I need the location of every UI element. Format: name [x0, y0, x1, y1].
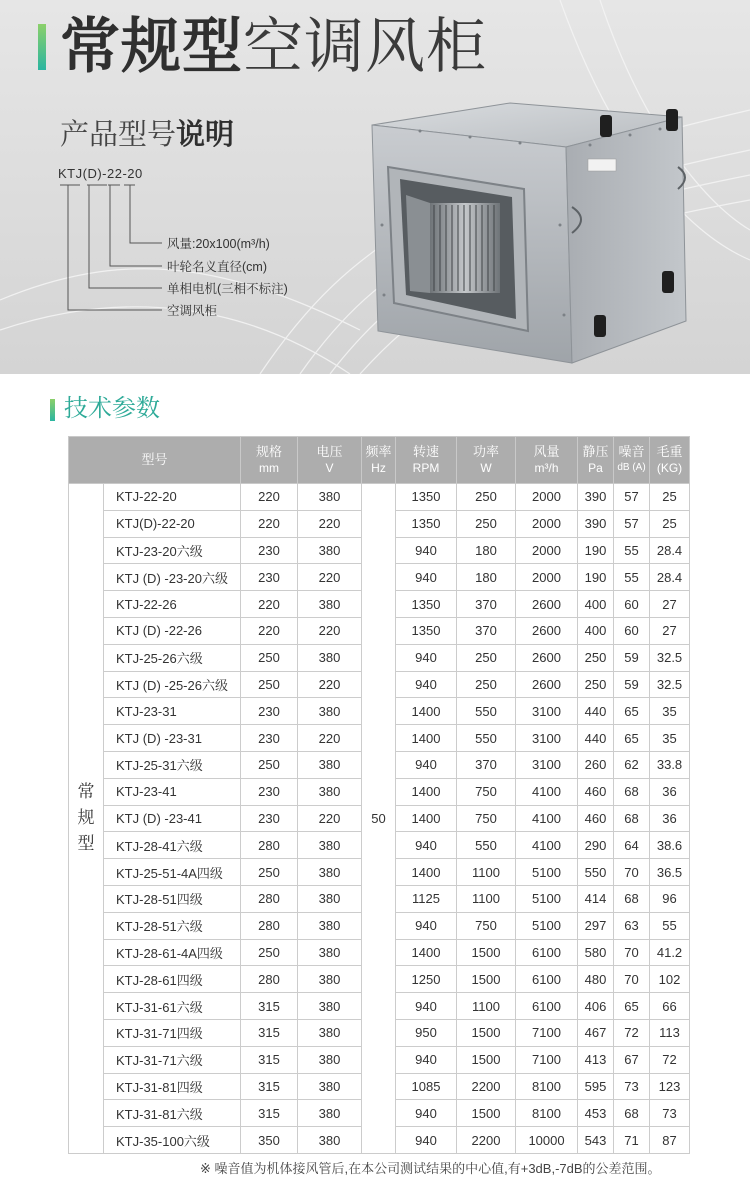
cell-weight: 66 — [650, 993, 690, 1020]
cell-speed: 1400 — [396, 725, 457, 752]
cell-spec: 250 — [241, 859, 298, 886]
cell-airflow: 3100 — [516, 698, 578, 725]
cell-voltage: 380 — [298, 698, 362, 725]
cell-power: 250 — [457, 484, 516, 511]
cell-model: KTJ-31-71六级 — [104, 1046, 241, 1073]
cell-pressure: 414 — [578, 885, 614, 912]
cell-power: 250 — [457, 510, 516, 537]
cell-noise: 64 — [614, 832, 650, 859]
cell-pressure: 290 — [578, 832, 614, 859]
cell-pressure: 595 — [578, 1073, 614, 1100]
cell-pressure: 390 — [578, 484, 614, 511]
cell-noise: 60 — [614, 591, 650, 618]
cell-model: KTJ-28-61-4A四级 — [104, 939, 241, 966]
cell-spec: 315 — [241, 993, 298, 1020]
table-header-row — [69, 437, 690, 484]
spec-table — [68, 436, 690, 1154]
cell-weight: 55 — [650, 912, 690, 939]
cell-speed: 940 — [396, 537, 457, 564]
cell-noise: 68 — [614, 805, 650, 832]
cell-power: 750 — [457, 805, 516, 832]
cell-airflow: 6100 — [516, 993, 578, 1020]
cell-spec: 315 — [241, 1073, 298, 1100]
cell-noise: 68 — [614, 1100, 650, 1127]
cell-weight: 87 — [650, 1127, 690, 1154]
cell-airflow: 6100 — [516, 966, 578, 993]
cell-voltage: 220 — [298, 617, 362, 644]
cell-voltage: 220 — [298, 671, 362, 698]
cell-weight: 25 — [650, 510, 690, 537]
cell-airflow: 2600 — [516, 644, 578, 671]
cell-voltage: 380 — [298, 644, 362, 671]
cell-weight: 35 — [650, 725, 690, 752]
cell-model: KTJ-25-31六级 — [104, 751, 241, 778]
header-speed: 转速 RPM — [396, 437, 457, 484]
cell-speed: 940 — [396, 564, 457, 591]
cell-spec: 315 — [241, 1019, 298, 1046]
cell-pressure: 250 — [578, 671, 614, 698]
cell-speed: 940 — [396, 832, 457, 859]
cell-spec: 230 — [241, 805, 298, 832]
cell-speed: 1085 — [396, 1073, 457, 1100]
cell-weight: 96 — [650, 885, 690, 912]
cell-weight: 33.8 — [650, 751, 690, 778]
cell-speed: 1400 — [396, 698, 457, 725]
cell-model: KTJ-31-61六级 — [104, 993, 241, 1020]
cell-spec: 230 — [241, 698, 298, 725]
cell-weight: 25 — [650, 484, 690, 511]
cell-weight: 35 — [650, 698, 690, 725]
cell-pressure: 190 — [578, 564, 614, 591]
cell-model: KTJ (D) -23-20六级 — [104, 564, 241, 591]
cell-airflow: 7100 — [516, 1019, 578, 1046]
cell-voltage: 220 — [298, 510, 362, 537]
cell-power: 2200 — [457, 1127, 516, 1154]
cell-noise: 57 — [614, 484, 650, 511]
cell-speed: 940 — [396, 671, 457, 698]
group-label — [69, 484, 104, 1154]
cell-speed: 940 — [396, 993, 457, 1020]
cell-spec: 280 — [241, 912, 298, 939]
header-power: 功率 W — [457, 437, 516, 484]
cell-pressure: 460 — [578, 805, 614, 832]
cell-voltage: 380 — [298, 939, 362, 966]
cell-power: 180 — [457, 537, 516, 564]
cell-noise: 71 — [614, 1127, 650, 1154]
cell-spec: 250 — [241, 671, 298, 698]
header-frequency: 频率 Hz — [362, 437, 396, 484]
cell-noise: 62 — [614, 751, 650, 778]
cell-pressure: 580 — [578, 939, 614, 966]
cell-voltage: 380 — [298, 1127, 362, 1154]
cell-speed: 1400 — [396, 805, 457, 832]
cell-pressure: 400 — [578, 591, 614, 618]
table-row — [69, 484, 690, 511]
cell-power: 1500 — [457, 1100, 516, 1127]
cell-airflow: 4100 — [516, 832, 578, 859]
cell-pressure: 467 — [578, 1019, 614, 1046]
cell-airflow: 7100 — [516, 1046, 578, 1073]
cell-speed: 940 — [396, 1100, 457, 1127]
cell-model: KTJ-28-51四级 — [104, 885, 241, 912]
cell-airflow: 8100 — [516, 1073, 578, 1100]
cell-weight: 32.5 — [650, 671, 690, 698]
cell-model: KTJ-22-20 — [104, 484, 241, 511]
cell-voltage: 220 — [298, 805, 362, 832]
cell-weight: 27 — [650, 591, 690, 618]
cell-airflow: 3100 — [516, 725, 578, 752]
cell-airflow: 2000 — [516, 537, 578, 564]
cell-speed: 940 — [396, 1046, 457, 1073]
cell-model: KTJ (D) -23-41 — [104, 805, 241, 832]
cell-model: KTJ(D)-22-20 — [104, 510, 241, 537]
cell-spec: 250 — [241, 751, 298, 778]
cell-speed: 940 — [396, 1127, 457, 1154]
cell-pressure: 543 — [578, 1127, 614, 1154]
cell-spec: 220 — [241, 617, 298, 644]
header-spec: 规格 mm — [241, 437, 298, 484]
cell-power: 370 — [457, 617, 516, 644]
header-noise: 噪音 dB (A) — [614, 437, 650, 484]
cell-voltage: 380 — [298, 885, 362, 912]
cell-weight: 36 — [650, 805, 690, 832]
cell-model: KTJ-28-41六级 — [104, 832, 241, 859]
cell-model: KTJ-31-81六级 — [104, 1100, 241, 1127]
header-model: 型号 — [69, 437, 241, 484]
cell-airflow: 2000 — [516, 484, 578, 511]
cell-noise: 72 — [614, 1019, 650, 1046]
cell-model: KTJ (D) -23-31 — [104, 725, 241, 752]
cell-airflow: 6100 — [516, 939, 578, 966]
cell-noise: 55 — [614, 564, 650, 591]
cell-power: 750 — [457, 778, 516, 805]
cell-noise: 70 — [614, 859, 650, 886]
cell-voltage: 380 — [298, 778, 362, 805]
cell-voltage: 380 — [298, 1073, 362, 1100]
cell-noise: 73 — [614, 1073, 650, 1100]
cell-speed: 940 — [396, 751, 457, 778]
cell-spec: 230 — [241, 564, 298, 591]
cell-noise: 63 — [614, 912, 650, 939]
cell-spec: 315 — [241, 1046, 298, 1073]
cell-power: 1500 — [457, 966, 516, 993]
cell-power: 550 — [457, 725, 516, 752]
title-light: 空调风柜 — [243, 13, 487, 80]
cell-speed: 1350 — [396, 591, 457, 618]
cell-voltage: 380 — [298, 912, 362, 939]
cell-power: 1100 — [457, 993, 516, 1020]
cell-power: 180 — [457, 564, 516, 591]
subtitle-light: 产品型号 — [60, 119, 177, 151]
cell-pressure: 260 — [578, 751, 614, 778]
cell-weight: 32.5 — [650, 644, 690, 671]
cell-model: KTJ-23-31 — [104, 698, 241, 725]
cell-speed: 940 — [396, 644, 457, 671]
cell-spec: 280 — [241, 966, 298, 993]
cell-spec: 280 — [241, 885, 298, 912]
cell-power: 1500 — [457, 1019, 516, 1046]
cell-pressure: 406 — [578, 993, 614, 1020]
cell-power: 370 — [457, 751, 516, 778]
cell-model: KTJ-35-100六级 — [104, 1127, 241, 1154]
legend-motor: 单相电机(三相不标注) — [167, 282, 288, 296]
cell-pressure: 440 — [578, 725, 614, 752]
cell-weight: 73 — [650, 1100, 690, 1127]
cell-voltage: 380 — [298, 966, 362, 993]
cell-voltage: 380 — [298, 993, 362, 1020]
cell-pressure: 190 — [578, 537, 614, 564]
cell-pressure: 460 — [578, 778, 614, 805]
cell-noise: 65 — [614, 993, 650, 1020]
cell-noise: 59 — [614, 644, 650, 671]
cell-voltage: 380 — [298, 1100, 362, 1127]
cell-speed: 1400 — [396, 859, 457, 886]
cell-airflow: 2000 — [516, 564, 578, 591]
cell-spec: 350 — [241, 1127, 298, 1154]
model-code: KTJ(D)-22-20 — [58, 166, 143, 181]
cell-speed: 1250 — [396, 966, 457, 993]
cell-pressure: 413 — [578, 1046, 614, 1073]
legend-impeller: 叶轮名义直径(cm) — [167, 260, 267, 274]
hero-banner — [0, 0, 750, 374]
cell-pressure: 480 — [578, 966, 614, 993]
cell-model: KTJ (D) -22-26 — [104, 617, 241, 644]
group-label-char: 常 — [77, 782, 95, 802]
section-accent-bar — [50, 399, 55, 421]
cell-noise: 70 — [614, 939, 650, 966]
section-title: 技术参数 — [64, 395, 160, 422]
cell-noise: 57 — [614, 510, 650, 537]
cell-model: KTJ-22-26 — [104, 591, 241, 618]
cell-weight: 28.4 — [650, 564, 690, 591]
cell-speed: 1125 — [396, 885, 457, 912]
cell-noise: 70 — [614, 966, 650, 993]
cell-power: 550 — [457, 832, 516, 859]
cell-spec: 280 — [241, 832, 298, 859]
group-label-char: 规 — [77, 808, 95, 828]
cell-speed: 1350 — [396, 484, 457, 511]
cell-power: 1100 — [457, 859, 516, 886]
cell-noise: 68 — [614, 885, 650, 912]
cell-model: KTJ-25-51-4A四级 — [104, 859, 241, 886]
cell-pressure: 390 — [578, 510, 614, 537]
cell-weight: 38.6 — [650, 832, 690, 859]
cell-power: 2200 — [457, 1073, 516, 1100]
cell-speed: 1350 — [396, 510, 457, 537]
cell-airflow: 4100 — [516, 778, 578, 805]
cell-airflow: 2600 — [516, 591, 578, 618]
cell-pressure: 440 — [578, 698, 614, 725]
cell-power: 1100 — [457, 885, 516, 912]
cell-power: 550 — [457, 698, 516, 725]
legend-airflow: 风量:20x100(m³/h) — [167, 237, 270, 251]
cell-speed: 1350 — [396, 617, 457, 644]
cell-voltage: 380 — [298, 832, 362, 859]
cell-spec: 250 — [241, 939, 298, 966]
cell-voltage: 380 — [298, 537, 362, 564]
cell-weight: 36 — [650, 778, 690, 805]
cell-noise: 59 — [614, 671, 650, 698]
cell-speed: 940 — [396, 912, 457, 939]
cell-model: KTJ-31-71四级 — [104, 1019, 241, 1046]
cell-voltage: 220 — [298, 725, 362, 752]
cell-pressure: 250 — [578, 644, 614, 671]
cell-noise: 68 — [614, 778, 650, 805]
cell-airflow: 3100 — [516, 751, 578, 778]
cell-frequency: 50 — [362, 484, 396, 1154]
cell-airflow: 5100 — [516, 912, 578, 939]
header-pressure: 静压 Pa — [578, 437, 614, 484]
cell-airflow: 5100 — [516, 859, 578, 886]
cell-airflow: 2600 — [516, 671, 578, 698]
cell-weight: 28.4 — [650, 537, 690, 564]
cell-weight: 113 — [650, 1019, 690, 1046]
header-voltage: 电压 V — [298, 437, 362, 484]
cell-speed: 1400 — [396, 778, 457, 805]
header-airflow: 风量 m³/h — [516, 437, 578, 484]
cell-noise: 60 — [614, 617, 650, 644]
cell-weight: 41.2 — [650, 939, 690, 966]
legend-cabinet: 空调风柜 — [167, 304, 218, 318]
cell-weight: 123 — [650, 1073, 690, 1100]
cell-power: 750 — [457, 912, 516, 939]
cell-noise: 65 — [614, 725, 650, 752]
cell-power: 1500 — [457, 939, 516, 966]
cell-speed: 950 — [396, 1019, 457, 1046]
cell-power: 1500 — [457, 1046, 516, 1073]
cell-spec: 250 — [241, 644, 298, 671]
cell-voltage: 380 — [298, 591, 362, 618]
cell-airflow: 10000 — [516, 1127, 578, 1154]
cell-weight: 102 — [650, 966, 690, 993]
cell-weight: 36.5 — [650, 859, 690, 886]
cell-model: KTJ-25-26六级 — [104, 644, 241, 671]
cell-spec: 220 — [241, 510, 298, 537]
cell-spec: 315 — [241, 1100, 298, 1127]
subtitle-bold: 说明 — [176, 119, 235, 151]
cell-noise: 55 — [614, 537, 650, 564]
cell-model: KTJ-28-51六级 — [104, 912, 241, 939]
cell-weight: 72 — [650, 1046, 690, 1073]
table-body — [69, 484, 690, 1154]
cell-weight: 27 — [650, 617, 690, 644]
cell-model: KTJ (D) -25-26六级 — [104, 671, 241, 698]
cell-model: KTJ-31-81四级 — [104, 1073, 241, 1100]
cell-spec: 220 — [241, 591, 298, 618]
cell-airflow: 2600 — [516, 617, 578, 644]
cell-airflow: 4100 — [516, 805, 578, 832]
group-label-char: 型 — [77, 834, 95, 854]
cell-airflow: 2000 — [516, 510, 578, 537]
cell-airflow: 5100 — [516, 885, 578, 912]
cell-airflow: 8100 — [516, 1100, 578, 1127]
cell-power: 370 — [457, 591, 516, 618]
header-weight: 毛重 (KG) — [650, 437, 690, 484]
cell-spec: 230 — [241, 537, 298, 564]
cell-voltage: 380 — [298, 1046, 362, 1073]
air-handler-unit-image — [360, 95, 696, 365]
cell-voltage: 380 — [298, 859, 362, 886]
cell-voltage: 380 — [298, 484, 362, 511]
cell-power: 250 — [457, 644, 516, 671]
cell-noise: 67 — [614, 1046, 650, 1073]
cell-model: KTJ-23-41 — [104, 778, 241, 805]
cell-pressure: 550 — [578, 859, 614, 886]
footnote: ※ 噪音值为机体接风管后,在本公司测试结果的中心值,有+3dB,-7dB的公差范围。 — [200, 1161, 661, 1176]
cell-voltage: 380 — [298, 1019, 362, 1046]
cell-spec: 230 — [241, 778, 298, 805]
cell-model: KTJ-23-20六级 — [104, 537, 241, 564]
cell-pressure: 453 — [578, 1100, 614, 1127]
cell-voltage: 380 — [298, 751, 362, 778]
cell-noise: 65 — [614, 698, 650, 725]
cell-spec: 220 — [241, 484, 298, 511]
cell-spec: 230 — [241, 725, 298, 752]
title-bold: 常规型 — [60, 13, 243, 80]
cell-model: KTJ-28-61四级 — [104, 966, 241, 993]
cell-power: 250 — [457, 671, 516, 698]
cell-pressure: 297 — [578, 912, 614, 939]
cell-voltage: 220 — [298, 564, 362, 591]
cell-speed: 1400 — [396, 939, 457, 966]
cell-pressure: 400 — [578, 617, 614, 644]
